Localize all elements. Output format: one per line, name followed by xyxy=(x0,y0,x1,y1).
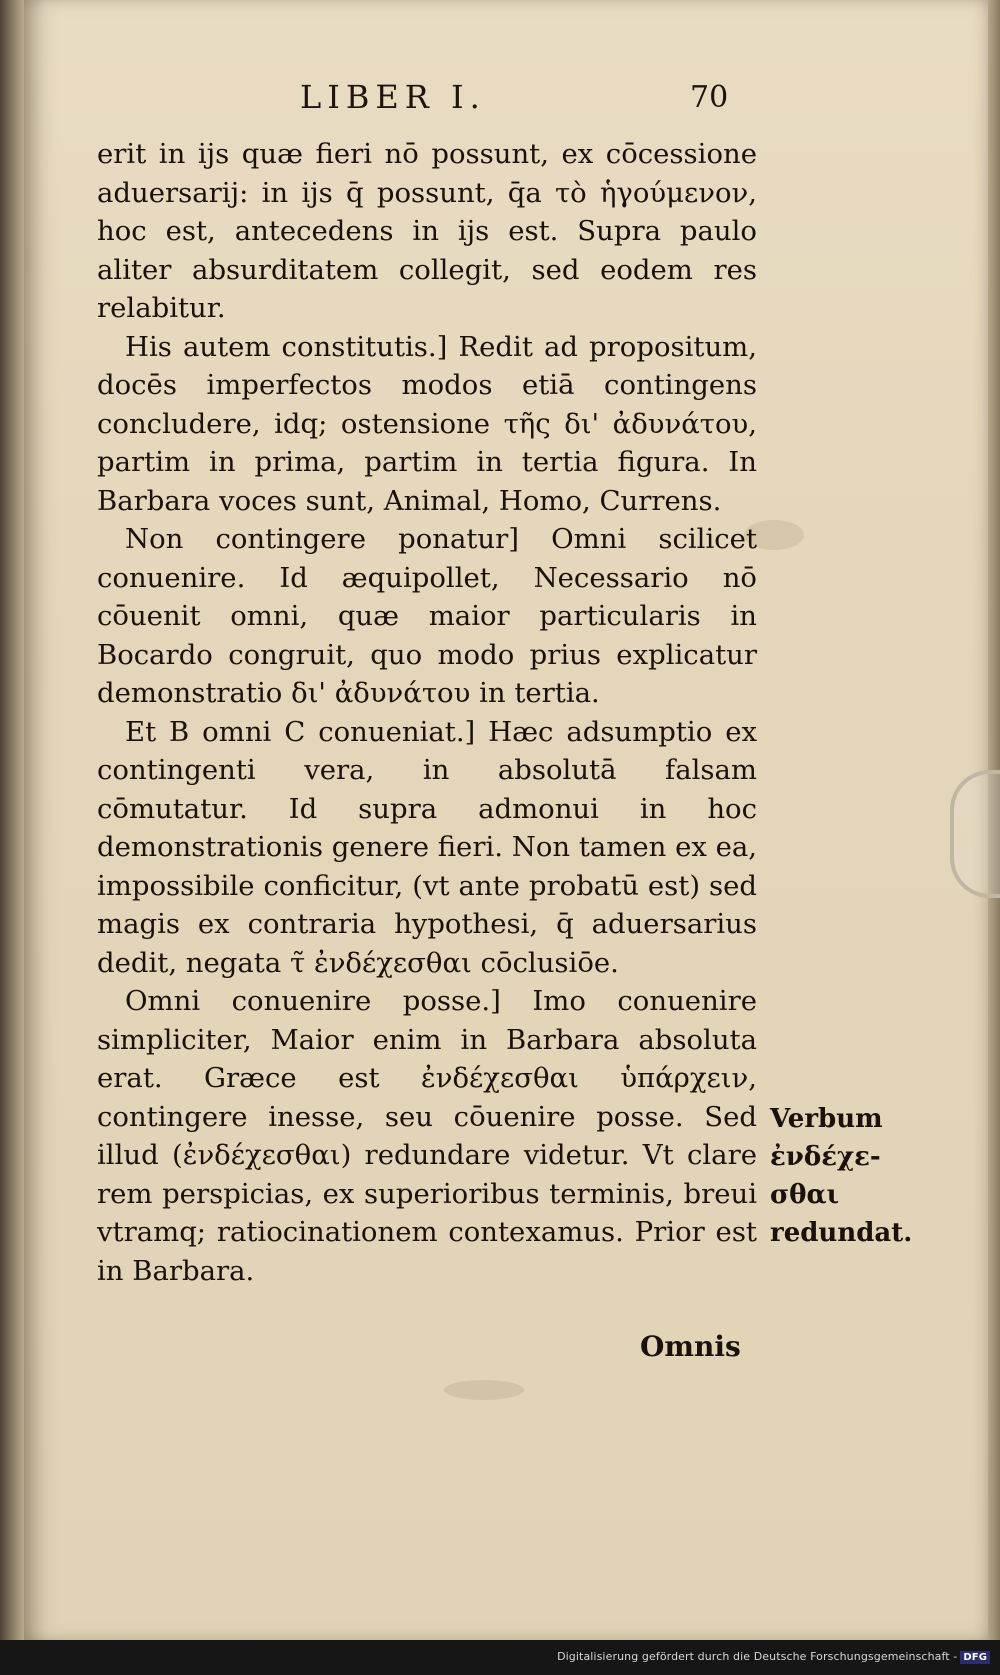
digitization-credit xyxy=(557,1650,990,1664)
paragraph-3: Non contingere ponatur] Omni scilicet conuenire. Id æquipollet, Necessario nō cōuenit omni, quæ maior particularis in Bocardo congruit, quo modo prius explicatur demonstratio δι' ἀδυνάτου in tertia. xyxy=(97,523,757,709)
credit-text: Digitalisierung gefördert durch die Deutsche Forschungsgemeinschaft - xyxy=(557,1650,958,1663)
facing-page-edge xyxy=(0,0,24,1640)
catchword: Omnis xyxy=(640,1330,741,1363)
paper-stain xyxy=(444,1380,524,1400)
paragraph-4: Et B omni C conueniat.] Hæc adsumptio ex contingenti vera, in absolutā falsam cōmutatur. Id supra admonui in hoc demonstrationis genere fieri. Non tamen ex ea, impossibile conficitur, (vt ante probatū est) sed magis ex contraria hypothesi, q̄ aduersarius dedit, negata τ̃ ἐνδέχεσθαι cōclusiōe. xyxy=(97,715,758,979)
running-title: LIBER I. xyxy=(300,78,486,116)
marginal-note-line: Verbum xyxy=(770,1104,883,1134)
book-clasp xyxy=(950,770,1000,898)
paragraph-5: Omni conuenire posse.] Imo conuenire simpliciter, Maior enim in Barbara absoluta erat. Græce est ἐνδέχεσθαι ὑπάρχειν, contingere inesse, seu cōuenire posse. Sed illud (ἐνδέχεσθαι) redundare videtur. Vt clare rem perspicias, ex superioribus terminis, breui vtramq; ratiocinationem contexamus. Prior est in Barbara. xyxy=(97,985,757,1287)
marginal-note-line: redundat. xyxy=(770,1218,913,1248)
marginal-note-line: σθαι xyxy=(770,1180,840,1210)
main-text-block xyxy=(97,135,757,1290)
facing-page-bleed-marks xyxy=(2,120,16,1220)
marginal-note xyxy=(770,1100,913,1252)
page-number: 70 xyxy=(690,80,729,115)
marginal-note-line: ἐνδέχε- xyxy=(770,1142,881,1172)
dfg-logo: DFG xyxy=(960,1651,990,1664)
paragraph-2: His autem constitutis.] Redit ad propositum, docēs imperfectos modos etiā contingens concludere, idq; ostensione τῆς δι' ἀδυνάτου, partim in prima, partim in tertia figura. In Barbara voces sunt, Animal, Homo, Currens. xyxy=(97,330,757,517)
paragraph-1: erit in ijs quæ fieri nō possunt, ex cōcessione aduersarij: in ijs q̄ possunt, q̄a τὸ ἡγούμενον, hoc est, antecedens in ijs est. Supra paulo aliter absurditatem collegit, sed eodem res relabitur. xyxy=(97,138,757,324)
